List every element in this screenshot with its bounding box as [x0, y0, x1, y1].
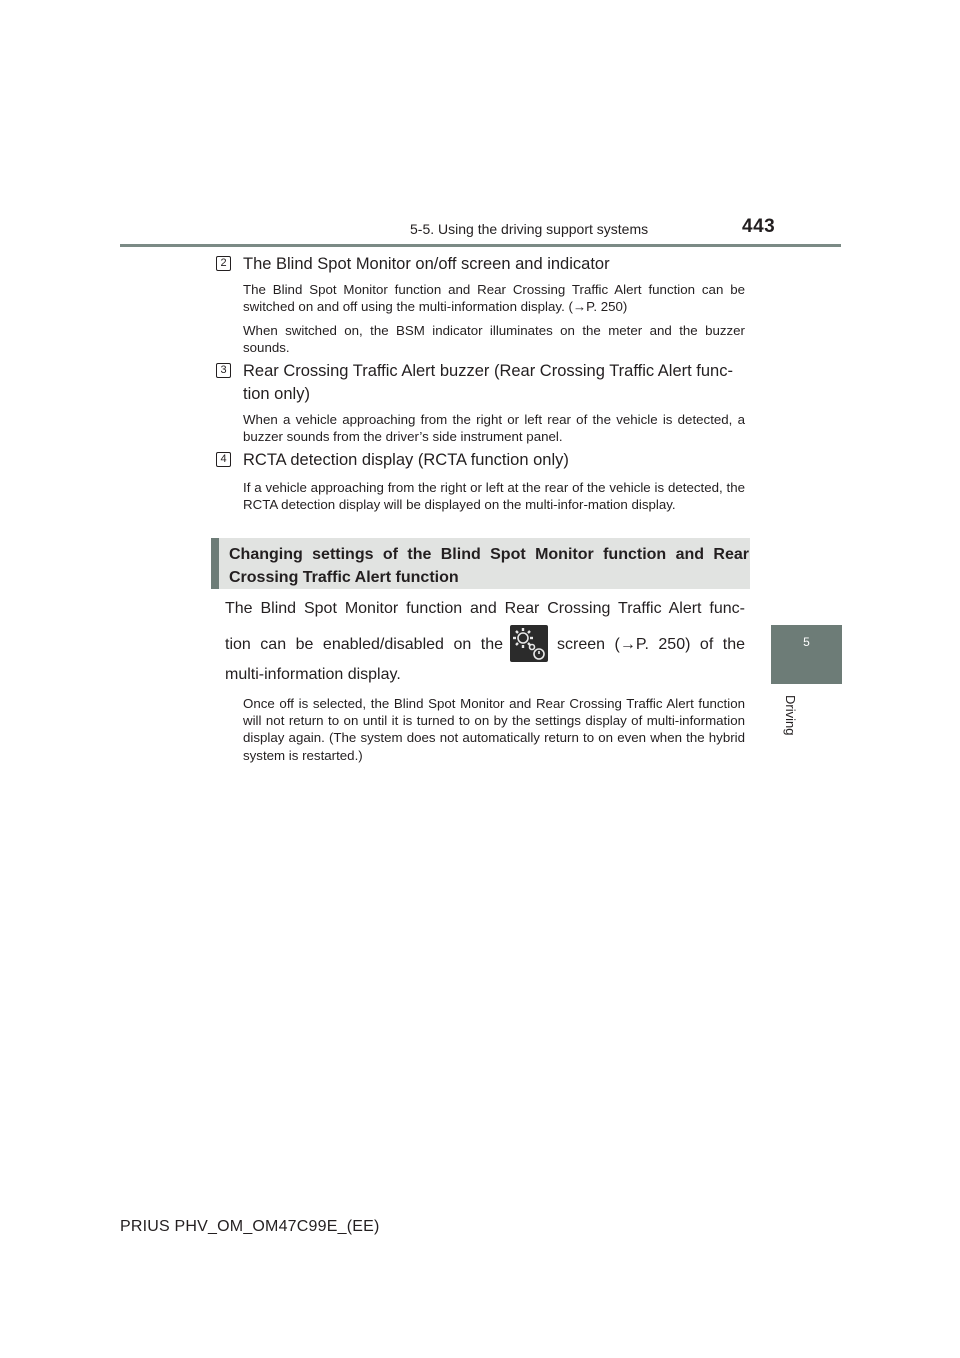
item-2-paragraph-2: When switched on, the BSM indicator illuminates on the meter and the buzzer sounds.: [243, 323, 745, 355]
item-number-2: 2: [216, 256, 231, 271]
page-number: 443: [742, 216, 776, 237]
settings-body-line-2-start: tion can be enabled/disabled on the: [225, 636, 503, 653]
header-divider: [120, 244, 841, 247]
chapter-label-container: [783, 695, 803, 755]
item-title-3: Rear Crossing Traffic Alert buzzer (Rear Crossing Traffic Alert func-tion only): [243, 362, 733, 403]
item-2-paragraph-1: The Blind Spot Monitor function and Rear Crossing Traffic Alert function can be switched on and off using the multi-information display. (→P. 250): [243, 282, 745, 314]
running-header-section: 5-5. Using the driving support systems: [410, 221, 649, 237]
settings-body-line-1: The Blind Spot Monitor function and Rear Crossing Traffic Alert func-: [225, 600, 745, 617]
chapter-number: 5: [803, 635, 810, 649]
section-heading-banner: [211, 538, 750, 589]
item-title-4: RCTA detection display (RCTA function only): [243, 451, 569, 469]
settings-note: Once off is selected, the Blind Spot Monitor and Rear Crossing Traffic Alert function will not return to on until it is turned to on by the settings display of multi-information display again. (The system does not automatically return to on even when the hybrid system is restarted.): [243, 696, 745, 763]
chapter-tab: [771, 625, 842, 684]
item-4-paragraph-1: If a vehicle approaching from the right or left at the rear of the vehicle is detected, the RCTA detection display will be displayed on the multi-infor-mation display.: [243, 480, 745, 512]
document-code: PRIUS PHV_OM_OM47C99E_(EE): [120, 1218, 380, 1235]
item-3-paragraph-1: When a vehicle approaching from the right or left rear of the vehicle is detected, a buzzer sounds from the driver’s side instrument panel.: [243, 412, 745, 444]
item-number-3: 3: [216, 363, 231, 378]
settings-body-line-2-end: screen (→P. 250) of the: [557, 636, 745, 653]
item-number-4: 4: [216, 452, 231, 467]
settings-body-line-3: multi-information display.: [225, 666, 401, 683]
settings-gear-icon: [510, 625, 548, 662]
section-heading: Changing settings of the Blind Spot Monitor function and Rear Crossing Traffic Alert function: [229, 546, 749, 586]
item-title-2: The Blind Spot Monitor on/off screen and indicator: [243, 255, 610, 273]
chapter-label: Driving: [783, 695, 798, 736]
